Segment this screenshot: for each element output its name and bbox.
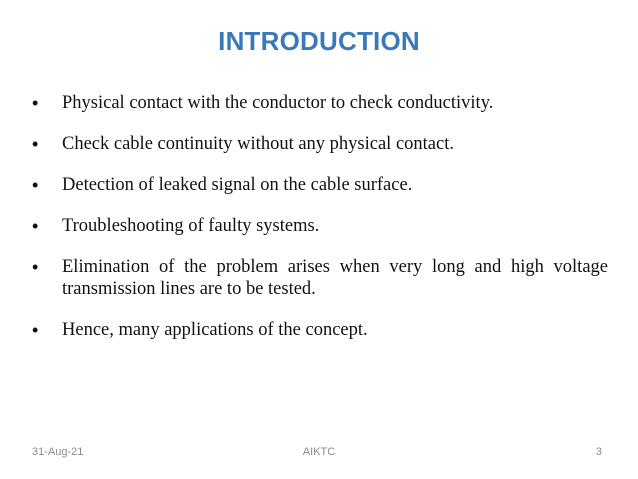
bullet-text: Elimination of the problem arises when very long and high voltage transmission lines are to be tested. [62, 257, 608, 299]
bullet-text: Check cable continuity without any physical contact. [62, 134, 454, 154]
footer-organization: AIKTC [302, 446, 336, 458]
bullet-icon: • [32, 93, 39, 113]
bullet-icon: • [32, 175, 39, 195]
bullet-text: Troubleshooting of faulty systems. [62, 216, 320, 236]
list-item [32, 174, 608, 196]
page-number: 3 [595, 446, 602, 458]
bullet-text: Physical contact with the conductor to check conductivity. [62, 93, 494, 113]
list-item [32, 133, 608, 155]
list-item [32, 256, 608, 300]
list-item [32, 215, 608, 237]
bullet-icon: • [32, 134, 39, 154]
list-item [32, 92, 608, 114]
bullet-icon: • [32, 216, 39, 236]
list-item [32, 319, 608, 341]
bullet-icon: • [32, 320, 39, 340]
slide-title: INTRODUCTION [218, 26, 420, 56]
bullet-text: Detection of leaked signal on the cable surface. [62, 175, 413, 195]
bullet-icon: • [32, 257, 39, 277]
bullet-text: Hence, many applications of the concept. [62, 320, 368, 340]
bullet-list [32, 92, 608, 360]
footer-date: 31-Aug-21 [32, 446, 84, 458]
